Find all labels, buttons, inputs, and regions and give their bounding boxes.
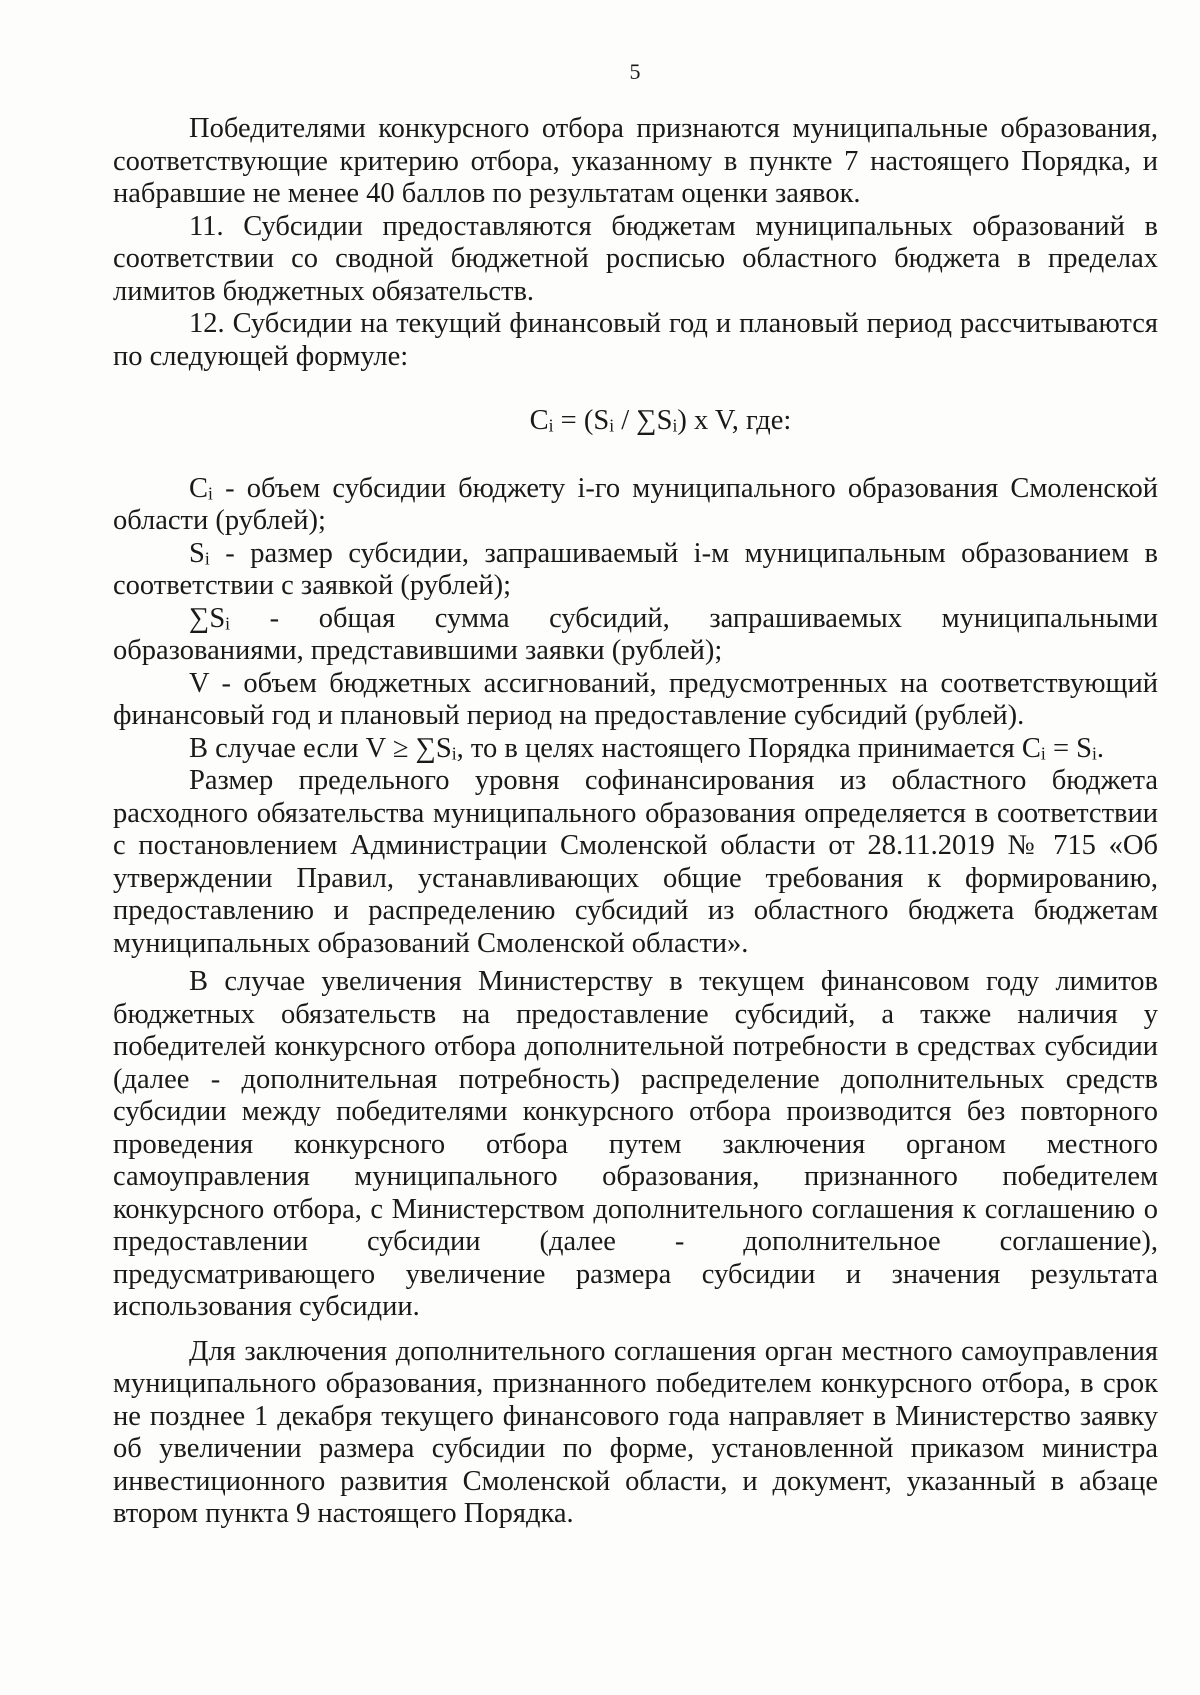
page-number: 5 xyxy=(629,59,641,84)
formula-part: C xyxy=(529,405,549,436)
definition-subscript: i xyxy=(204,548,210,569)
paragraph-12: 12. Субсидии на текущий финансовый год и плановый период рассчитываются по следующей формуле: xyxy=(113,308,1158,372)
definition-subscript: i xyxy=(225,613,231,634)
definition-symbol: V xyxy=(189,667,210,699)
definition-text: - объем бюджетных ассигнований, предусмотренных на соответствующий финансовый год и плановый период на предоставление субсидий (рублей). xyxy=(113,667,1158,731)
definition-symbol: C xyxy=(189,472,209,504)
paragraph-additional-agreement: Для заключения дополнительного соглашения орган местного самоуправления муниципального образования, признанного победителем конкурсного отбора, в срок не позднее 1 декабря текущего финансового года направляет в Министерство заявку об увеличении размера субсидии по форме, установленной приказом министра инвестиционного развития Смоленской области, и документ, указанный в абзаце втором пункта 9 настоящего Порядка. xyxy=(113,1335,1158,1529)
definition-subscript: i xyxy=(208,483,213,504)
definition-symbol: S xyxy=(189,537,205,569)
condition-subscript: i xyxy=(1040,743,1046,764)
paragraph-additional-limits: В случае увеличения Министерству в текущем финансовом году лимитов бюджетных обязательств на предоставление субсидий, а также наличия у победителей конкурсного отбора дополнительной потребности в средствах субсидии (далее - дополнительная потребность) распределение дополнительных средств субсидии между победителями конкурсного отбора производится без повторного проведения конкурсного отбора путем заключения органом местного самоуправления муниципального образования, признанного победителем конкурсного отбора, с Министерством дополнительного соглашения к соглашению о предоставлении субсидии (далее - дополнительное соглашение), предусматривающего увеличение размера субсидии и значения результата использования субсидии. xyxy=(113,966,1158,1322)
paragraph-winners: Победителями конкурсного отбора признаются муниципальные образования, соответствующие критерию отбора, указанному в пункте 7 настоящего Порядка, и набравшие не менее 40 баллов по результатам оценки заявок. xyxy=(113,113,1158,209)
condition-part: В случае если V ≥ ∑S xyxy=(189,732,452,764)
definition-v xyxy=(113,668,1158,733)
formula-part: = (S xyxy=(553,405,610,436)
definition-text: - размер субсидии, запрашиваемый i-м муниципальным образованием в соответствии с заявкой (рублей); xyxy=(113,537,1158,601)
condition-part: , то в целях настоящего Порядка принимается C xyxy=(456,732,1041,764)
paragraph-11: 11. Субсидии предоставляются бюджетам муниципальных образований в соответствии со сводной бюджетной росписью областного бюджета в пределах лимитов бюджетных обязательств. xyxy=(113,210,1158,307)
formula-subscript: i xyxy=(672,415,678,436)
definition-ci xyxy=(113,473,1158,538)
definition-symbol: ∑S xyxy=(189,602,226,634)
definition-text: - объем субсидии бюджету i-го муниципального образования Смоленской области (рублей); xyxy=(113,472,1158,536)
formula-part: ) x V, где: xyxy=(677,405,792,436)
subsidy-formula xyxy=(113,405,1158,438)
definition-text: - общая сумма субсидий, запрашиваемых муниципальными образованиями, представившими заявки (рублей); xyxy=(113,602,1158,666)
document-body xyxy=(113,113,1158,1531)
paragraph-cofinancing: Размер предельного уровня софинансирования из областного бюджета расходного обязательства муниципального образования определяется в соответствии с постановлением Администрации Смоленской области от 28.11.2019 № 715 «Об утверждении Правил, устанавливающих общие требования к формированию, предоставлению и распределению субсидий из областного бюджета бюджетам муниципальных образований Смоленской области». xyxy=(113,765,1158,959)
definition-sum-si xyxy=(113,603,1158,668)
formula-subscript: i xyxy=(548,415,554,436)
condition-part: = S xyxy=(1045,732,1093,764)
definition-si xyxy=(113,538,1158,603)
condition-part: . xyxy=(1096,732,1105,764)
condition-paragraph xyxy=(113,733,1158,766)
formula-part: / ∑S xyxy=(614,405,673,436)
formula-subscript: i xyxy=(609,415,615,436)
condition-subscript: i xyxy=(1092,743,1097,764)
condition-subscript: i xyxy=(451,743,457,764)
